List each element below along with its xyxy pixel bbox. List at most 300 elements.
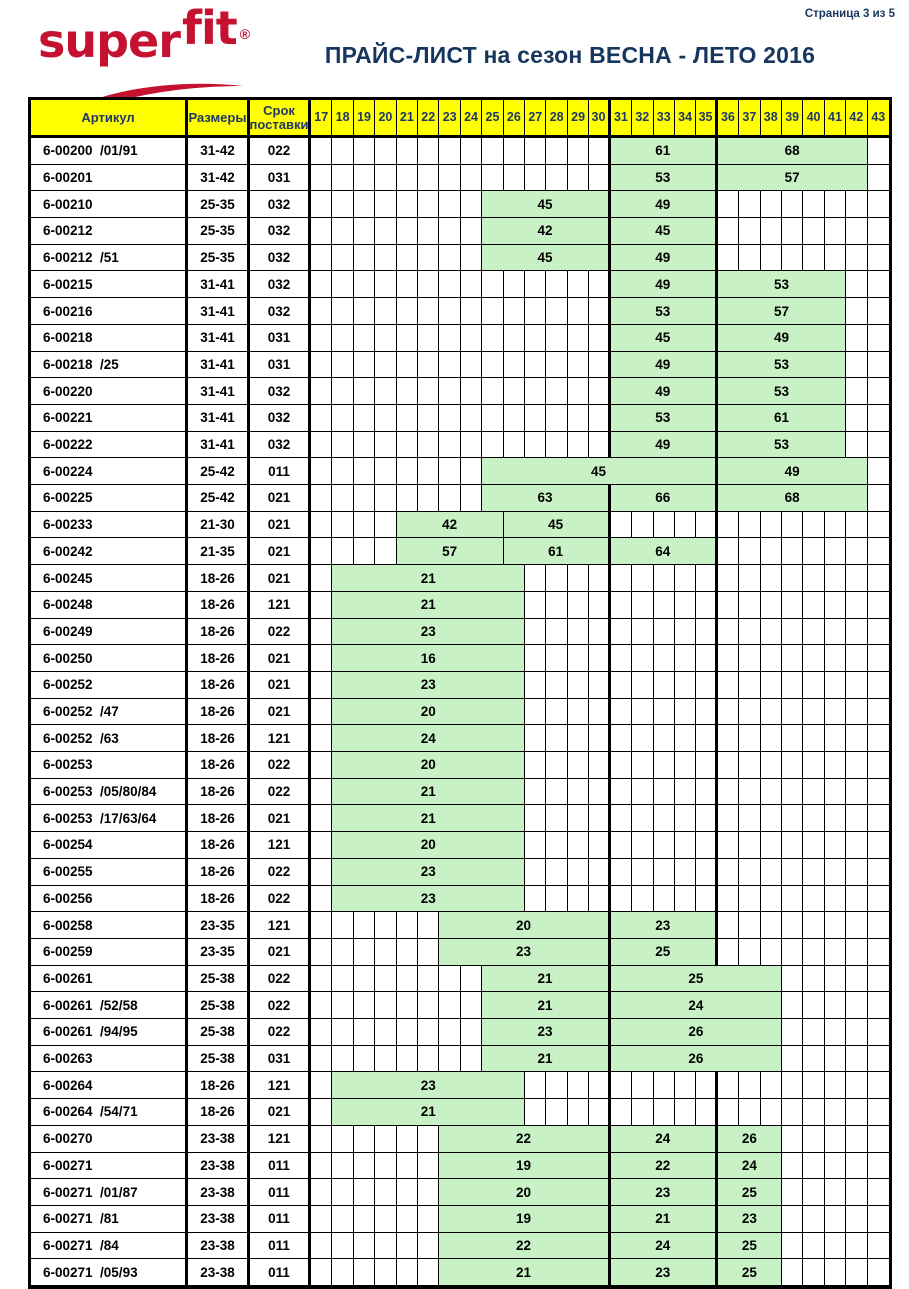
empty-size-cell	[504, 138, 525, 165]
empty-size-cell	[546, 805, 567, 832]
empty-size-cell	[311, 832, 332, 859]
empty-size-cell	[504, 271, 525, 298]
size-column-header: 27	[525, 100, 546, 138]
empty-size-cell	[761, 592, 782, 619]
empty-size-cell	[418, 1179, 439, 1206]
empty-size-cell	[868, 432, 889, 459]
sizes-cell: 23-35	[188, 912, 250, 939]
delivery-cell: 032	[250, 191, 311, 218]
empty-size-cell	[761, 672, 782, 699]
empty-size-cell	[803, 966, 824, 993]
empty-size-cell	[311, 1072, 332, 1099]
empty-size-cell	[418, 298, 439, 325]
empty-size-cell	[611, 619, 632, 646]
empty-size-cell	[311, 191, 332, 218]
empty-size-cell	[782, 1046, 803, 1073]
article-cell: 6-00233	[31, 512, 188, 539]
empty-size-cell	[354, 245, 375, 272]
empty-size-cell	[654, 512, 675, 539]
empty-size-cell	[589, 672, 610, 699]
article-cell: 6-00218 /25	[31, 352, 188, 379]
empty-size-cell	[332, 218, 353, 245]
empty-size-cell	[718, 245, 739, 272]
article-cell: 6-00258	[31, 912, 188, 939]
empty-size-cell	[332, 1233, 353, 1260]
empty-size-cell	[482, 165, 503, 192]
empty-size-cell	[568, 165, 589, 192]
empty-size-cell	[825, 1126, 846, 1153]
empty-size-cell	[718, 939, 739, 966]
empty-size-cell	[589, 592, 610, 619]
empty-size-cell	[868, 298, 889, 325]
price-span-cell: 49	[611, 352, 718, 379]
price-span-cell: 23	[482, 1019, 610, 1046]
empty-size-cell	[461, 1046, 482, 1073]
price-span-cell: 57	[718, 298, 846, 325]
price-span-cell: 26	[611, 1046, 782, 1073]
empty-size-cell	[589, 805, 610, 832]
size-column-header: 40	[803, 100, 824, 138]
empty-size-cell	[589, 352, 610, 379]
empty-size-cell	[332, 352, 353, 379]
sizes-cell: 31-41	[188, 405, 250, 432]
empty-size-cell	[461, 298, 482, 325]
size-column-header: 24	[461, 100, 482, 138]
empty-size-cell	[803, 779, 824, 806]
empty-size-cell	[418, 1046, 439, 1073]
price-span-cell: 53	[718, 352, 846, 379]
empty-size-cell	[675, 805, 696, 832]
empty-size-cell	[482, 432, 503, 459]
sizes-cell: 31-41	[188, 298, 250, 325]
delivery-cell: 022	[250, 859, 311, 886]
delivery-cell: 022	[250, 779, 311, 806]
size-column-header: 41	[825, 100, 846, 138]
empty-size-cell	[868, 538, 889, 565]
empty-size-cell	[418, 1206, 439, 1233]
empty-size-cell	[439, 966, 460, 993]
delivery-cell: 032	[250, 378, 311, 405]
empty-size-cell	[354, 1259, 375, 1286]
empty-size-cell	[311, 725, 332, 752]
empty-size-cell	[546, 672, 567, 699]
price-span-cell: 22	[611, 1153, 718, 1180]
size-column-header: 20	[375, 100, 396, 138]
empty-size-cell	[482, 352, 503, 379]
empty-size-cell	[375, 1259, 396, 1286]
empty-size-cell	[868, 245, 889, 272]
empty-size-cell	[739, 752, 760, 779]
empty-size-cell	[675, 1072, 696, 1099]
empty-size-cell	[868, 271, 889, 298]
empty-size-cell	[632, 592, 653, 619]
empty-size-cell	[568, 298, 589, 325]
empty-size-cell	[803, 1046, 824, 1073]
empty-size-cell	[397, 1259, 418, 1286]
price-span-cell: 53	[718, 271, 846, 298]
empty-size-cell	[825, 832, 846, 859]
empty-size-cell	[589, 752, 610, 779]
empty-size-cell	[675, 592, 696, 619]
price-span-cell: 49	[718, 325, 846, 352]
empty-size-cell	[803, 912, 824, 939]
price-span-cell: 24	[718, 1153, 782, 1180]
empty-size-cell	[568, 378, 589, 405]
empty-size-cell	[632, 725, 653, 752]
empty-size-cell	[761, 912, 782, 939]
empty-size-cell	[825, 752, 846, 779]
empty-size-cell	[332, 298, 353, 325]
empty-size-cell	[354, 458, 375, 485]
empty-size-cell	[718, 645, 739, 672]
empty-size-cell	[589, 779, 610, 806]
sizes-cell: 18-26	[188, 619, 250, 646]
empty-size-cell	[632, 619, 653, 646]
sizes-cell: 18-26	[188, 832, 250, 859]
empty-size-cell	[439, 245, 460, 272]
empty-size-cell	[782, 672, 803, 699]
empty-size-cell	[803, 1153, 824, 1180]
sizes-cell: 23-38	[188, 1206, 250, 1233]
empty-size-cell	[354, 218, 375, 245]
empty-size-cell	[418, 939, 439, 966]
empty-size-cell	[803, 859, 824, 886]
empty-size-cell	[397, 191, 418, 218]
price-span-cell: 49	[611, 271, 718, 298]
empty-size-cell	[675, 725, 696, 752]
empty-size-cell	[868, 859, 889, 886]
empty-size-cell	[611, 592, 632, 619]
empty-size-cell	[332, 912, 353, 939]
empty-size-cell	[846, 1153, 867, 1180]
empty-size-cell	[461, 485, 482, 512]
empty-size-cell	[525, 138, 546, 165]
empty-size-cell	[375, 191, 396, 218]
price-span-cell: 25	[718, 1259, 782, 1286]
delivery-cell: 021	[250, 538, 311, 565]
empty-size-cell	[482, 138, 503, 165]
empty-size-cell	[803, 1179, 824, 1206]
empty-size-cell	[418, 1019, 439, 1046]
empty-size-cell	[568, 886, 589, 913]
empty-size-cell	[397, 1153, 418, 1180]
sizes-cell: 25-35	[188, 245, 250, 272]
sizes-cell: 31-41	[188, 432, 250, 459]
empty-size-cell	[311, 912, 332, 939]
empty-size-cell	[675, 699, 696, 726]
price-span-cell: 57	[397, 538, 504, 565]
empty-size-cell	[439, 405, 460, 432]
empty-size-cell	[761, 191, 782, 218]
empty-size-cell	[439, 298, 460, 325]
empty-size-cell	[589, 298, 610, 325]
sizes-cell: 18-26	[188, 592, 250, 619]
empty-size-cell	[675, 1099, 696, 1126]
empty-size-cell	[846, 325, 867, 352]
empty-size-cell	[546, 271, 567, 298]
sizes-cell: 25-38	[188, 1046, 250, 1073]
empty-size-cell	[739, 672, 760, 699]
empty-size-cell	[696, 565, 717, 592]
empty-size-cell	[439, 138, 460, 165]
empty-size-cell	[525, 325, 546, 352]
empty-size-cell	[611, 565, 632, 592]
empty-size-cell	[332, 165, 353, 192]
price-span-cell: 21	[332, 805, 525, 832]
empty-size-cell	[568, 565, 589, 592]
empty-size-cell	[354, 485, 375, 512]
empty-size-cell	[846, 699, 867, 726]
empty-size-cell	[461, 191, 482, 218]
empty-size-cell	[354, 1126, 375, 1153]
empty-size-cell	[718, 752, 739, 779]
article-cell: 6-00271 /84	[31, 1233, 188, 1260]
price-span-cell: 24	[611, 1126, 718, 1153]
price-span-cell: 23	[611, 1179, 718, 1206]
empty-size-cell	[761, 512, 782, 539]
empty-size-cell	[525, 886, 546, 913]
sizes-cell: 31-41	[188, 352, 250, 379]
price-span-cell: 16	[332, 645, 525, 672]
empty-size-cell	[418, 138, 439, 165]
empty-size-cell	[761, 886, 782, 913]
empty-size-cell	[375, 1126, 396, 1153]
empty-size-cell	[825, 805, 846, 832]
empty-size-cell	[846, 592, 867, 619]
empty-size-cell	[846, 538, 867, 565]
delivery-cell: 021	[250, 512, 311, 539]
empty-size-cell	[718, 779, 739, 806]
empty-size-cell	[782, 645, 803, 672]
empty-size-cell	[825, 992, 846, 1019]
empty-size-cell	[332, 325, 353, 352]
article-cell: 6-00253	[31, 752, 188, 779]
empty-size-cell	[739, 512, 760, 539]
empty-size-cell	[568, 805, 589, 832]
empty-size-cell	[718, 912, 739, 939]
empty-size-cell	[589, 165, 610, 192]
empty-size-cell	[803, 699, 824, 726]
empty-size-cell	[397, 298, 418, 325]
article-cell: 6-00215	[31, 271, 188, 298]
empty-size-cell	[375, 458, 396, 485]
empty-size-cell	[654, 752, 675, 779]
delivery-cell: 121	[250, 912, 311, 939]
empty-size-cell	[611, 699, 632, 726]
empty-size-cell	[375, 1153, 396, 1180]
empty-size-cell	[311, 138, 332, 165]
empty-size-cell	[696, 645, 717, 672]
delivery-cell: 032	[250, 218, 311, 245]
empty-size-cell	[761, 725, 782, 752]
empty-size-cell	[461, 992, 482, 1019]
sizes-cell: 18-26	[188, 1099, 250, 1126]
empty-size-cell	[868, 1099, 889, 1126]
empty-size-cell	[868, 378, 889, 405]
empty-size-cell	[846, 191, 867, 218]
size-column-header: 34	[675, 100, 696, 138]
price-span-cell: 49	[611, 378, 718, 405]
empty-size-cell	[846, 298, 867, 325]
article-cell: 6-00201	[31, 165, 188, 192]
price-span-cell: 64	[611, 538, 718, 565]
article-cell: 6-00210	[31, 191, 188, 218]
empty-size-cell	[632, 805, 653, 832]
article-cell: 6-00259	[31, 939, 188, 966]
price-span-cell: 25	[611, 966, 782, 993]
empty-size-cell	[611, 859, 632, 886]
empty-size-cell	[397, 1206, 418, 1233]
empty-size-cell	[654, 699, 675, 726]
empty-size-cell	[782, 191, 803, 218]
empty-size-cell	[311, 271, 332, 298]
article-cell: 6-00225	[31, 485, 188, 512]
empty-size-cell	[525, 619, 546, 646]
empty-size-cell	[846, 1099, 867, 1126]
empty-size-cell	[868, 779, 889, 806]
delivery-cell: 121	[250, 1072, 311, 1099]
empty-size-cell	[461, 165, 482, 192]
empty-size-cell	[546, 1099, 567, 1126]
empty-size-cell	[332, 378, 353, 405]
empty-size-cell	[439, 1046, 460, 1073]
article-cell: 6-00222	[31, 432, 188, 459]
empty-size-cell	[868, 1072, 889, 1099]
empty-size-cell	[397, 1019, 418, 1046]
empty-size-cell	[803, 886, 824, 913]
size-column-header: 25	[482, 100, 503, 138]
article-cell: 6-00252	[31, 672, 188, 699]
empty-size-cell	[846, 832, 867, 859]
empty-size-cell	[846, 565, 867, 592]
empty-size-cell	[632, 645, 653, 672]
empty-size-cell	[782, 512, 803, 539]
sizes-cell: 21-30	[188, 512, 250, 539]
empty-size-cell	[782, 699, 803, 726]
empty-size-cell	[803, 191, 824, 218]
empty-size-cell	[739, 779, 760, 806]
empty-size-cell	[696, 512, 717, 539]
empty-size-cell	[696, 725, 717, 752]
empty-size-cell	[546, 699, 567, 726]
empty-size-cell	[825, 1179, 846, 1206]
empty-size-cell	[332, 1126, 353, 1153]
empty-size-cell	[782, 1019, 803, 1046]
empty-size-cell	[739, 245, 760, 272]
empty-size-cell	[782, 992, 803, 1019]
empty-size-cell	[868, 1233, 889, 1260]
article-cell: 6-00261	[31, 966, 188, 993]
price-span-cell: 49	[611, 245, 718, 272]
delivery-cell: 021	[250, 699, 311, 726]
empty-size-cell	[739, 592, 760, 619]
empty-size-cell	[461, 1019, 482, 1046]
empty-size-cell	[461, 245, 482, 272]
empty-size-cell	[482, 271, 503, 298]
empty-size-cell	[846, 245, 867, 272]
empty-size-cell	[632, 886, 653, 913]
empty-size-cell	[846, 1233, 867, 1260]
empty-size-cell	[846, 966, 867, 993]
empty-size-cell	[589, 1072, 610, 1099]
empty-size-cell	[418, 432, 439, 459]
empty-size-cell	[504, 165, 525, 192]
empty-size-cell	[825, 1019, 846, 1046]
empty-size-cell	[568, 1072, 589, 1099]
empty-size-cell	[332, 271, 353, 298]
empty-size-cell	[825, 1206, 846, 1233]
price-span-cell: 53	[611, 165, 718, 192]
empty-size-cell	[589, 645, 610, 672]
empty-size-cell	[632, 1072, 653, 1099]
empty-size-cell	[611, 779, 632, 806]
delivery-cell: 032	[250, 432, 311, 459]
empty-size-cell	[825, 218, 846, 245]
article-cell: 6-00216	[31, 298, 188, 325]
empty-size-cell	[868, 352, 889, 379]
empty-size-cell	[868, 1259, 889, 1286]
empty-size-cell	[611, 886, 632, 913]
registered-trademark-icon: ®	[239, 26, 251, 42]
article-cell: 6-00252 /47	[31, 699, 188, 726]
empty-size-cell	[632, 832, 653, 859]
sizes-cell: 21-35	[188, 538, 250, 565]
price-span-cell: 23	[332, 1072, 525, 1099]
price-span-cell: 23	[332, 619, 525, 646]
empty-size-cell	[568, 271, 589, 298]
empty-size-cell	[504, 432, 525, 459]
empty-size-cell	[846, 1179, 867, 1206]
delivery-cell: 031	[250, 165, 311, 192]
empty-size-cell	[568, 699, 589, 726]
empty-size-cell	[418, 992, 439, 1019]
empty-size-cell	[782, 859, 803, 886]
empty-size-cell	[654, 805, 675, 832]
empty-size-cell	[632, 672, 653, 699]
price-span-cell: 53	[718, 378, 846, 405]
empty-size-cell	[868, 886, 889, 913]
sizes-cell: 25-38	[188, 966, 250, 993]
empty-size-cell	[803, 1233, 824, 1260]
article-cell: 6-00264	[31, 1072, 188, 1099]
sizes-cell: 18-26	[188, 565, 250, 592]
empty-size-cell	[846, 405, 867, 432]
empty-size-cell	[311, 405, 332, 432]
empty-size-cell	[825, 699, 846, 726]
size-column-header: 36	[718, 100, 739, 138]
empty-size-cell	[418, 271, 439, 298]
sizes-cell: 18-26	[188, 725, 250, 752]
empty-size-cell	[311, 672, 332, 699]
empty-size-cell	[546, 1072, 567, 1099]
empty-size-cell	[311, 1046, 332, 1073]
sizes-cell: 18-26	[188, 886, 250, 913]
article-cell: 6-00250	[31, 645, 188, 672]
empty-size-cell	[525, 752, 546, 779]
empty-size-cell	[696, 779, 717, 806]
empty-size-cell	[846, 912, 867, 939]
article-cell: 6-00256	[31, 886, 188, 913]
sizes-cell: 18-26	[188, 672, 250, 699]
empty-size-cell	[868, 1179, 889, 1206]
empty-size-cell	[397, 138, 418, 165]
price-span-cell: 45	[482, 458, 717, 485]
empty-size-cell	[611, 645, 632, 672]
empty-size-cell	[868, 912, 889, 939]
sizes-cell: 25-42	[188, 485, 250, 512]
empty-size-cell	[504, 298, 525, 325]
empty-size-cell	[868, 619, 889, 646]
